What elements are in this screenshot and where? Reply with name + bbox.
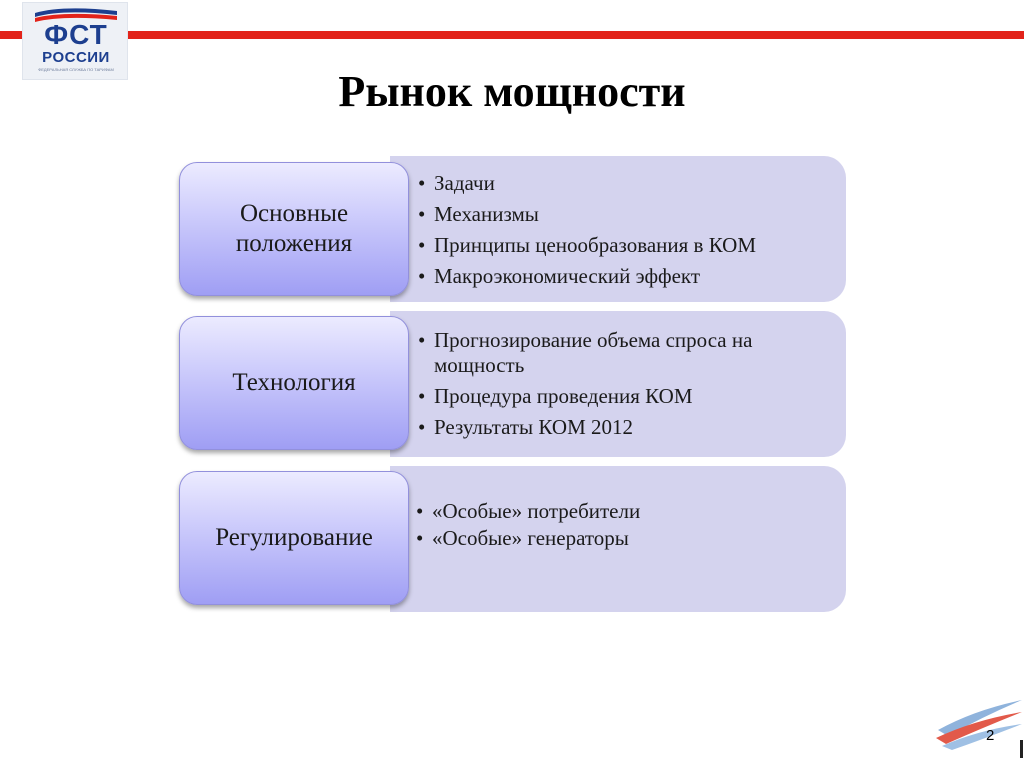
bullet-item (410, 202, 840, 227)
bullet-text: Макроэкономический эффект (434, 264, 701, 288)
bullet-dot-icon: • (418, 328, 426, 352)
bullet-item (410, 415, 830, 440)
bullet-text: Задачи (434, 171, 495, 195)
bullet-item (410, 499, 840, 524)
bullet-dot-icon: • (416, 526, 424, 550)
bullet-item (410, 171, 840, 196)
bullet-list-main-provisions (410, 171, 840, 295)
logo-rossii-text: РОССИИ (42, 49, 110, 66)
page-title: Рынок мощности (338, 67, 686, 116)
bullet-text: «Особые» потребители (432, 499, 641, 523)
bullet-dot-icon: • (418, 233, 426, 257)
label-line: Технология (232, 369, 356, 396)
header-red-line (128, 31, 1024, 39)
bullet-item (410, 328, 830, 378)
bullet-dot-icon: • (418, 264, 426, 288)
label-line: положения (235, 230, 353, 257)
bullet-dot-icon: • (416, 499, 424, 523)
bullet-text: Процедура проведения КОМ (434, 384, 693, 408)
bullet-text: «Особые» генераторы (432, 526, 629, 550)
label-line: Основные (239, 200, 349, 227)
label-regulation (179, 471, 409, 605)
bullet-item (410, 264, 840, 289)
page-number: 2 (986, 727, 995, 744)
bullet-text: Механизмы (434, 202, 539, 226)
bullet-item (410, 526, 840, 551)
bullet-item (410, 233, 840, 258)
logo-fst-text: ФСТ (44, 19, 108, 50)
bullet-dot-icon: • (418, 384, 426, 408)
edge-mark (1020, 740, 1023, 758)
label-technology (179, 316, 409, 450)
bullet-text: Результаты КОМ 2012 (434, 415, 633, 439)
bullet-dot-icon: • (418, 171, 426, 195)
label-main-provisions (179, 162, 409, 296)
bullet-list-technology (410, 328, 830, 446)
bullet-text: Прогнозирование объема спроса на мощность (434, 328, 753, 377)
bullet-text: Принципы ценообразования в КОМ (434, 233, 757, 257)
swoosh-logo-icon (934, 696, 1024, 754)
bullet-dot-icon: • (418, 202, 426, 226)
label-line: Регулирование (215, 524, 373, 551)
logo-tagline: ФЕДЕРАЛЬНАЯ СЛУЖБА ПО ТАРИФАМ (38, 67, 114, 72)
bullet-list-regulation (410, 499, 840, 553)
bullet-dot-icon: • (418, 415, 426, 439)
bullet-item (410, 384, 830, 409)
header-red-line-left (0, 31, 22, 39)
